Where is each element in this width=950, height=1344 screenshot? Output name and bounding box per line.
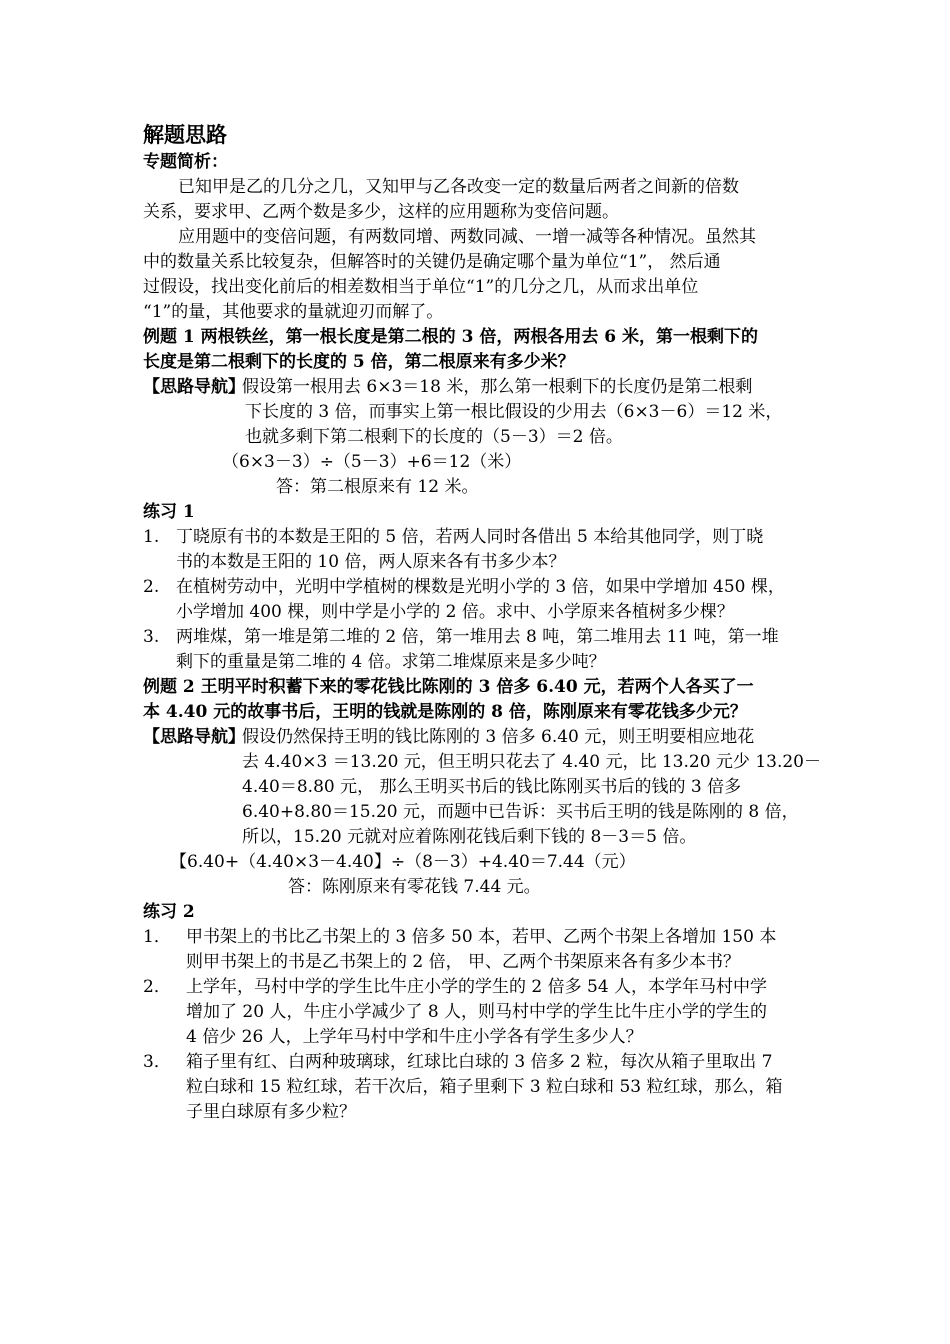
practice1-item-line: 两堆煤，第一堆是第二堆的 2 倍，第一堆用去 8 吨，第二堆用去 11 吨，第一堆 <box>176 627 779 647</box>
example1-guide-line: 假设第一根用去 6×3＝18 米，那么第一根剩下的长度仍是第二根剩 <box>242 377 753 397</box>
practice2-item-line: 则甲书架上的书是乙书架上的 2 倍， 甲、乙两个书架原来各有多少本书？ <box>186 952 741 972</box>
example1-title-line: 例题 1 两根铁丝，第一根长度是第二根的 3 倍，两根各用去 6 米，第一根剩下的 <box>143 327 758 347</box>
example2-formula: 【6.40+（4.40×3－4.40】÷（8－3）+4.40＝7.44（元） <box>170 852 636 872</box>
example2-guide-line: 所以，15.20 元就对应着陈刚花钱后剩下钱的 8－3＝5 倍。 <box>242 827 697 847</box>
example2-title-line: 例题 2 王明平时积蓄下来的零花钱比陈刚的 3 倍多 6.40 元，若两个人各买了一 <box>143 677 754 697</box>
intro-p1-line: 已知甲是乙的几分之几，又知甲与乙各改变一定的数量后两者之间新的倍数 <box>178 177 739 197</box>
example2-guide-line: 6.40+8.80＝15.20 元，而题中已告诉：买书后王明的钱是陈刚的 8 倍， <box>242 802 799 822</box>
practice2-item-line: 粒白球和 15 粒红球，若干次后，箱子里剩下 3 粒白球和 53 粒红球，那么，箱 <box>186 1077 783 1097</box>
practice2-item-line: 上学年，马村中学的学生比牛庄小学的学生的 2 倍多 54 人，本学年马村中学 <box>186 977 768 997</box>
practice1-item-number: 1. <box>143 527 160 547</box>
practice1-item-line: 书的本数是王阳的 10 倍，两人原来各有书多少本？ <box>176 552 566 572</box>
practice1-item-number: 3. <box>143 627 160 647</box>
practice1-label: 练习 1 <box>143 502 195 522</box>
practice1-item-line: 丁晓原有书的本数是王阳的 5 倍，若两人同时各借出 5 本给其他同学，则丁晓 <box>176 527 764 547</box>
intro-p2-line: 应用题中的变倍问题，有两数同增、两数同减、一增一减等各种情况。虽然其 <box>178 227 756 247</box>
practice2-label: 练习 2 <box>143 902 195 922</box>
example2-guide-line: 去 4.40×3 ＝13.20 元，但王明只花去了 4.40 元，比 13.20 元少 13.20－ <box>242 752 821 772</box>
practice1-item-line: 小学增加 400 棵，则中学是小学的 2 倍。求中、小学原来各植树多少棵？ <box>176 602 734 622</box>
intro-p2-line: 过假设，找出变化前后的相差数相当于单位“1”的几分之几，从而求出单位 <box>143 277 699 297</box>
example1-guide-line: 下长度的 3 倍，而事实上第一根比假设的少用去（6×3－6）＝12 米， <box>245 402 783 422</box>
example2-guide-label: 【思路导航】 <box>143 727 245 747</box>
example2-guide-line: 假设仍然保持王明的钱比陈刚的 3 倍多 6.40 元，则王明要相应地花 <box>242 727 755 747</box>
practice1-item-line: 在植树劳动中，光明中学植树的棵数是光明小学的 3 倍，如果中学增加 450 棵， <box>176 577 785 597</box>
example1-title-line: 长度是第二根剩下的长度的 5 倍，第二根原来有多少米？ <box>143 352 575 372</box>
intro-p2-line: “1”的量，其他要求的量就迎刃而解了。 <box>143 302 444 322</box>
intro-p1-line: 关系，要求甲、乙两个数是多少，这样的应用题称为变倍问题。 <box>143 202 619 222</box>
practice2-item-line: 子里白球原有多少粒？ <box>186 1102 356 1122</box>
example1-answer: 答：第二根原来有 12 米。 <box>276 477 479 497</box>
example2-answer: 答：陈刚原来有零花钱 7.44 元。 <box>288 877 541 897</box>
example2-guide-line: 4.40＝8.80 元， 那么王明买书后的钱比陈刚买书后的钱的 3 倍多 <box>242 777 742 797</box>
practice2-item-number: 2． <box>143 977 171 997</box>
intro-p2-line: 中的数量关系比较复杂，但解答时的关键仍是确定哪个量为单位“1”， 然后通 <box>143 252 721 272</box>
practice2-item-line: 箱子里有红、白两种玻璃球，红球比白球的 3 倍多 2 粒，每次从箱子里取出 7 <box>186 1052 773 1072</box>
practice1-item-line: 剩下的重量是第二堆的 4 倍。求第二堆煤原来是多少吨？ <box>176 652 606 672</box>
example2-title-line: 本 4.40 元的故事书后，王明的钱就是陈刚的 8 倍，陈刚原来有零花钱多少元？ <box>143 702 747 722</box>
practice2-item-line: 4 倍少 26 人，上学年马村中学和牛庄小学各有学生多少人？ <box>186 1027 643 1047</box>
practice1-item-number: 2. <box>143 577 160 597</box>
practice2-item-number: 3． <box>143 1052 171 1072</box>
example1-guide-line: 也就多剩下第二根剩下的长度的（5－3）＝2 倍。 <box>245 427 623 447</box>
intro-label: 专题简析： <box>143 152 228 172</box>
page-title: 解题思路 <box>143 122 227 147</box>
practice2-item-line: 增加了 20 人，牛庄小学减少了 8 人，则马村中学的学生比牛庄小学的学生的 <box>186 1002 768 1022</box>
practice2-item-line: 甲书架上的书比乙书架上的 3 倍多 50 本，若甲、乙两个书架上各增加 150 本 <box>186 927 777 947</box>
practice2-item-number: 1． <box>143 927 171 947</box>
example1-formula: （6×3－3）÷（5－3）+6＝12（米） <box>222 452 522 472</box>
example1-guide-label: 【思路导航】 <box>143 377 245 397</box>
